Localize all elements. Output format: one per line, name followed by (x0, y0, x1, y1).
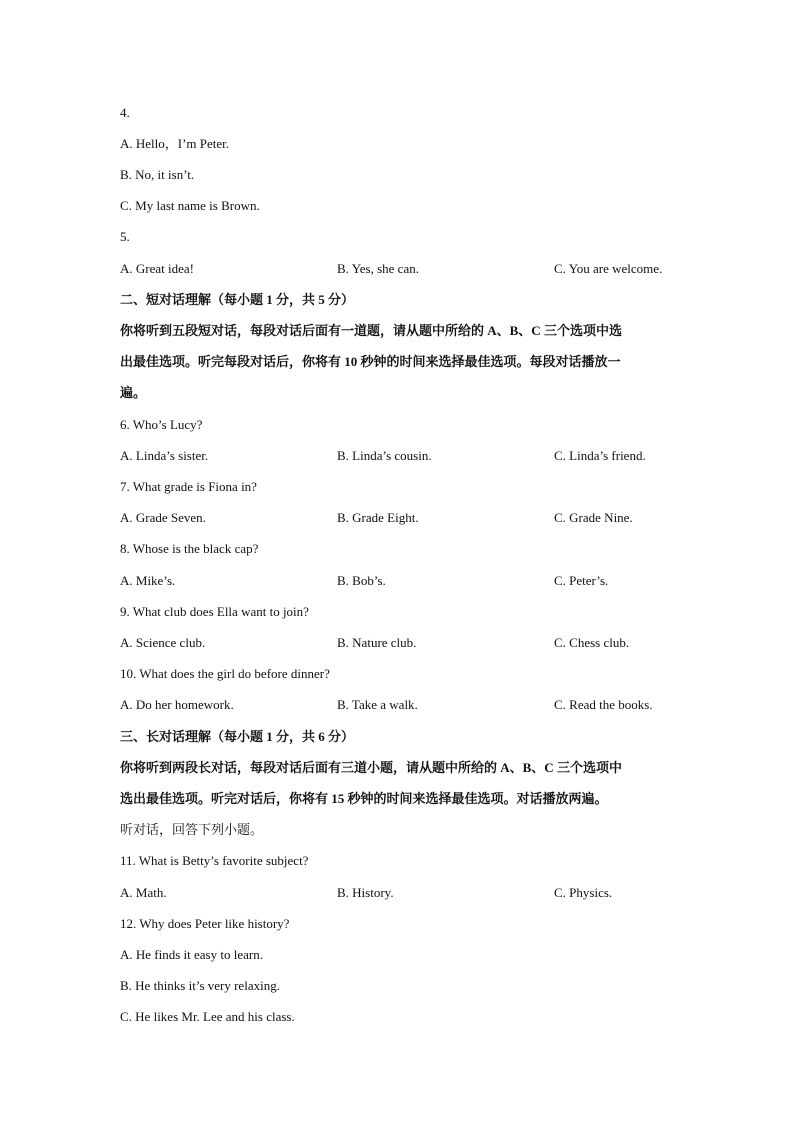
section-2-title: 二、短对话理解（每小题 1 分，共 5 分） (120, 292, 355, 307)
question-4-option-a: A. Hello，I’m Peter. (120, 136, 230, 151)
question-12-option-b: B. He thinks it’s very relaxing. (120, 978, 280, 993)
section-3-prompt: 听对话，回答下列小题。 (120, 822, 264, 837)
section-2-instructions-line-1: 你将听到五段短对话，每段对话后面有一道题，请从题中所给的 A、B、C 三个选项中选 (120, 323, 622, 338)
question-7-option-b: B. Grade Eight. (337, 510, 419, 525)
question-10-text: 10. What does the girl do before dinner? (120, 666, 330, 681)
question-9-option-c: C. Chess club. (554, 635, 630, 650)
question-6-option-b: B. Linda’s cousin. (337, 448, 432, 463)
question-5-option-a: A. Great idea! (120, 261, 194, 276)
question-7-option-c: C. Grade Nine. (554, 510, 633, 525)
question-9-option-a: A. Science club. (120, 635, 206, 650)
question-9-text: 9. What club does Ella want to join? (120, 604, 309, 619)
question-11-text: 11. What is Betty’s favorite subject? (120, 853, 309, 868)
question-9-option-b: B. Nature club. (337, 635, 417, 650)
question-11-option-a: A. Math. (120, 885, 167, 900)
question-7-option-a: A. Grade Seven. (120, 510, 206, 525)
section-2-instructions-line-3: 遍。 (120, 385, 147, 400)
question-5-number: 5. (120, 229, 130, 244)
question-4-option-c: C. My last name is Brown. (120, 198, 260, 213)
question-6-option-a: A. Linda’s sister. (120, 448, 209, 463)
question-10-option-a: A. Do her homework. (120, 697, 234, 712)
question-12-option-a: A. He finds it easy to learn. (120, 947, 263, 962)
question-12-option-c: C. He likes Mr. Lee and his class. (120, 1009, 295, 1024)
section-2-instructions-line-2: 出最佳选项。听完每段对话后，你将有 10 秒钟的时间来选择最佳选项。每段对话播放一 (120, 354, 621, 369)
question-11-option-c: C. Physics. (554, 885, 613, 900)
question-7-text: 7. What grade is Fiona in? (120, 479, 257, 494)
question-10-option-b: B. Take a walk. (337, 697, 418, 712)
question-6-text: 6. Who’s Lucy? (120, 417, 203, 432)
question-12-text: 12. Why does Peter like history? (120, 916, 290, 931)
question-4-option-b: B. No, it isn’t. (120, 167, 195, 182)
question-10-option-c: C. Read the books. (554, 697, 653, 712)
section-3-instructions-line-1: 你将听到两段长对话，每段对话后面有三道小题，请从题中所给的 A、B、C 三个选项中 (120, 760, 622, 775)
question-8-text: 8. Whose is the black cap? (120, 541, 259, 556)
question-8-option-a: A. Mike’s. (120, 573, 176, 588)
question-8-option-c: C. Peter’s. (554, 573, 609, 588)
section-3-title: 三、长对话理解（每小题 1 分，共 6 分） (120, 729, 355, 744)
question-5-option-c: C. You are welcome. (554, 261, 663, 276)
question-6-option-c: C. Linda’s friend. (554, 448, 646, 463)
question-5-option-b: B. Yes, she can. (337, 261, 419, 276)
question-4-number: 4. (120, 105, 130, 120)
section-3-instructions-line-2: 选出最佳选项。听完对话后，你将有 15 秒钟的时间来选择最佳选项。对话播放两遍。 (120, 791, 608, 806)
question-8-option-b: B. Bob’s. (337, 573, 386, 588)
question-11-option-b: B. History. (337, 885, 394, 900)
